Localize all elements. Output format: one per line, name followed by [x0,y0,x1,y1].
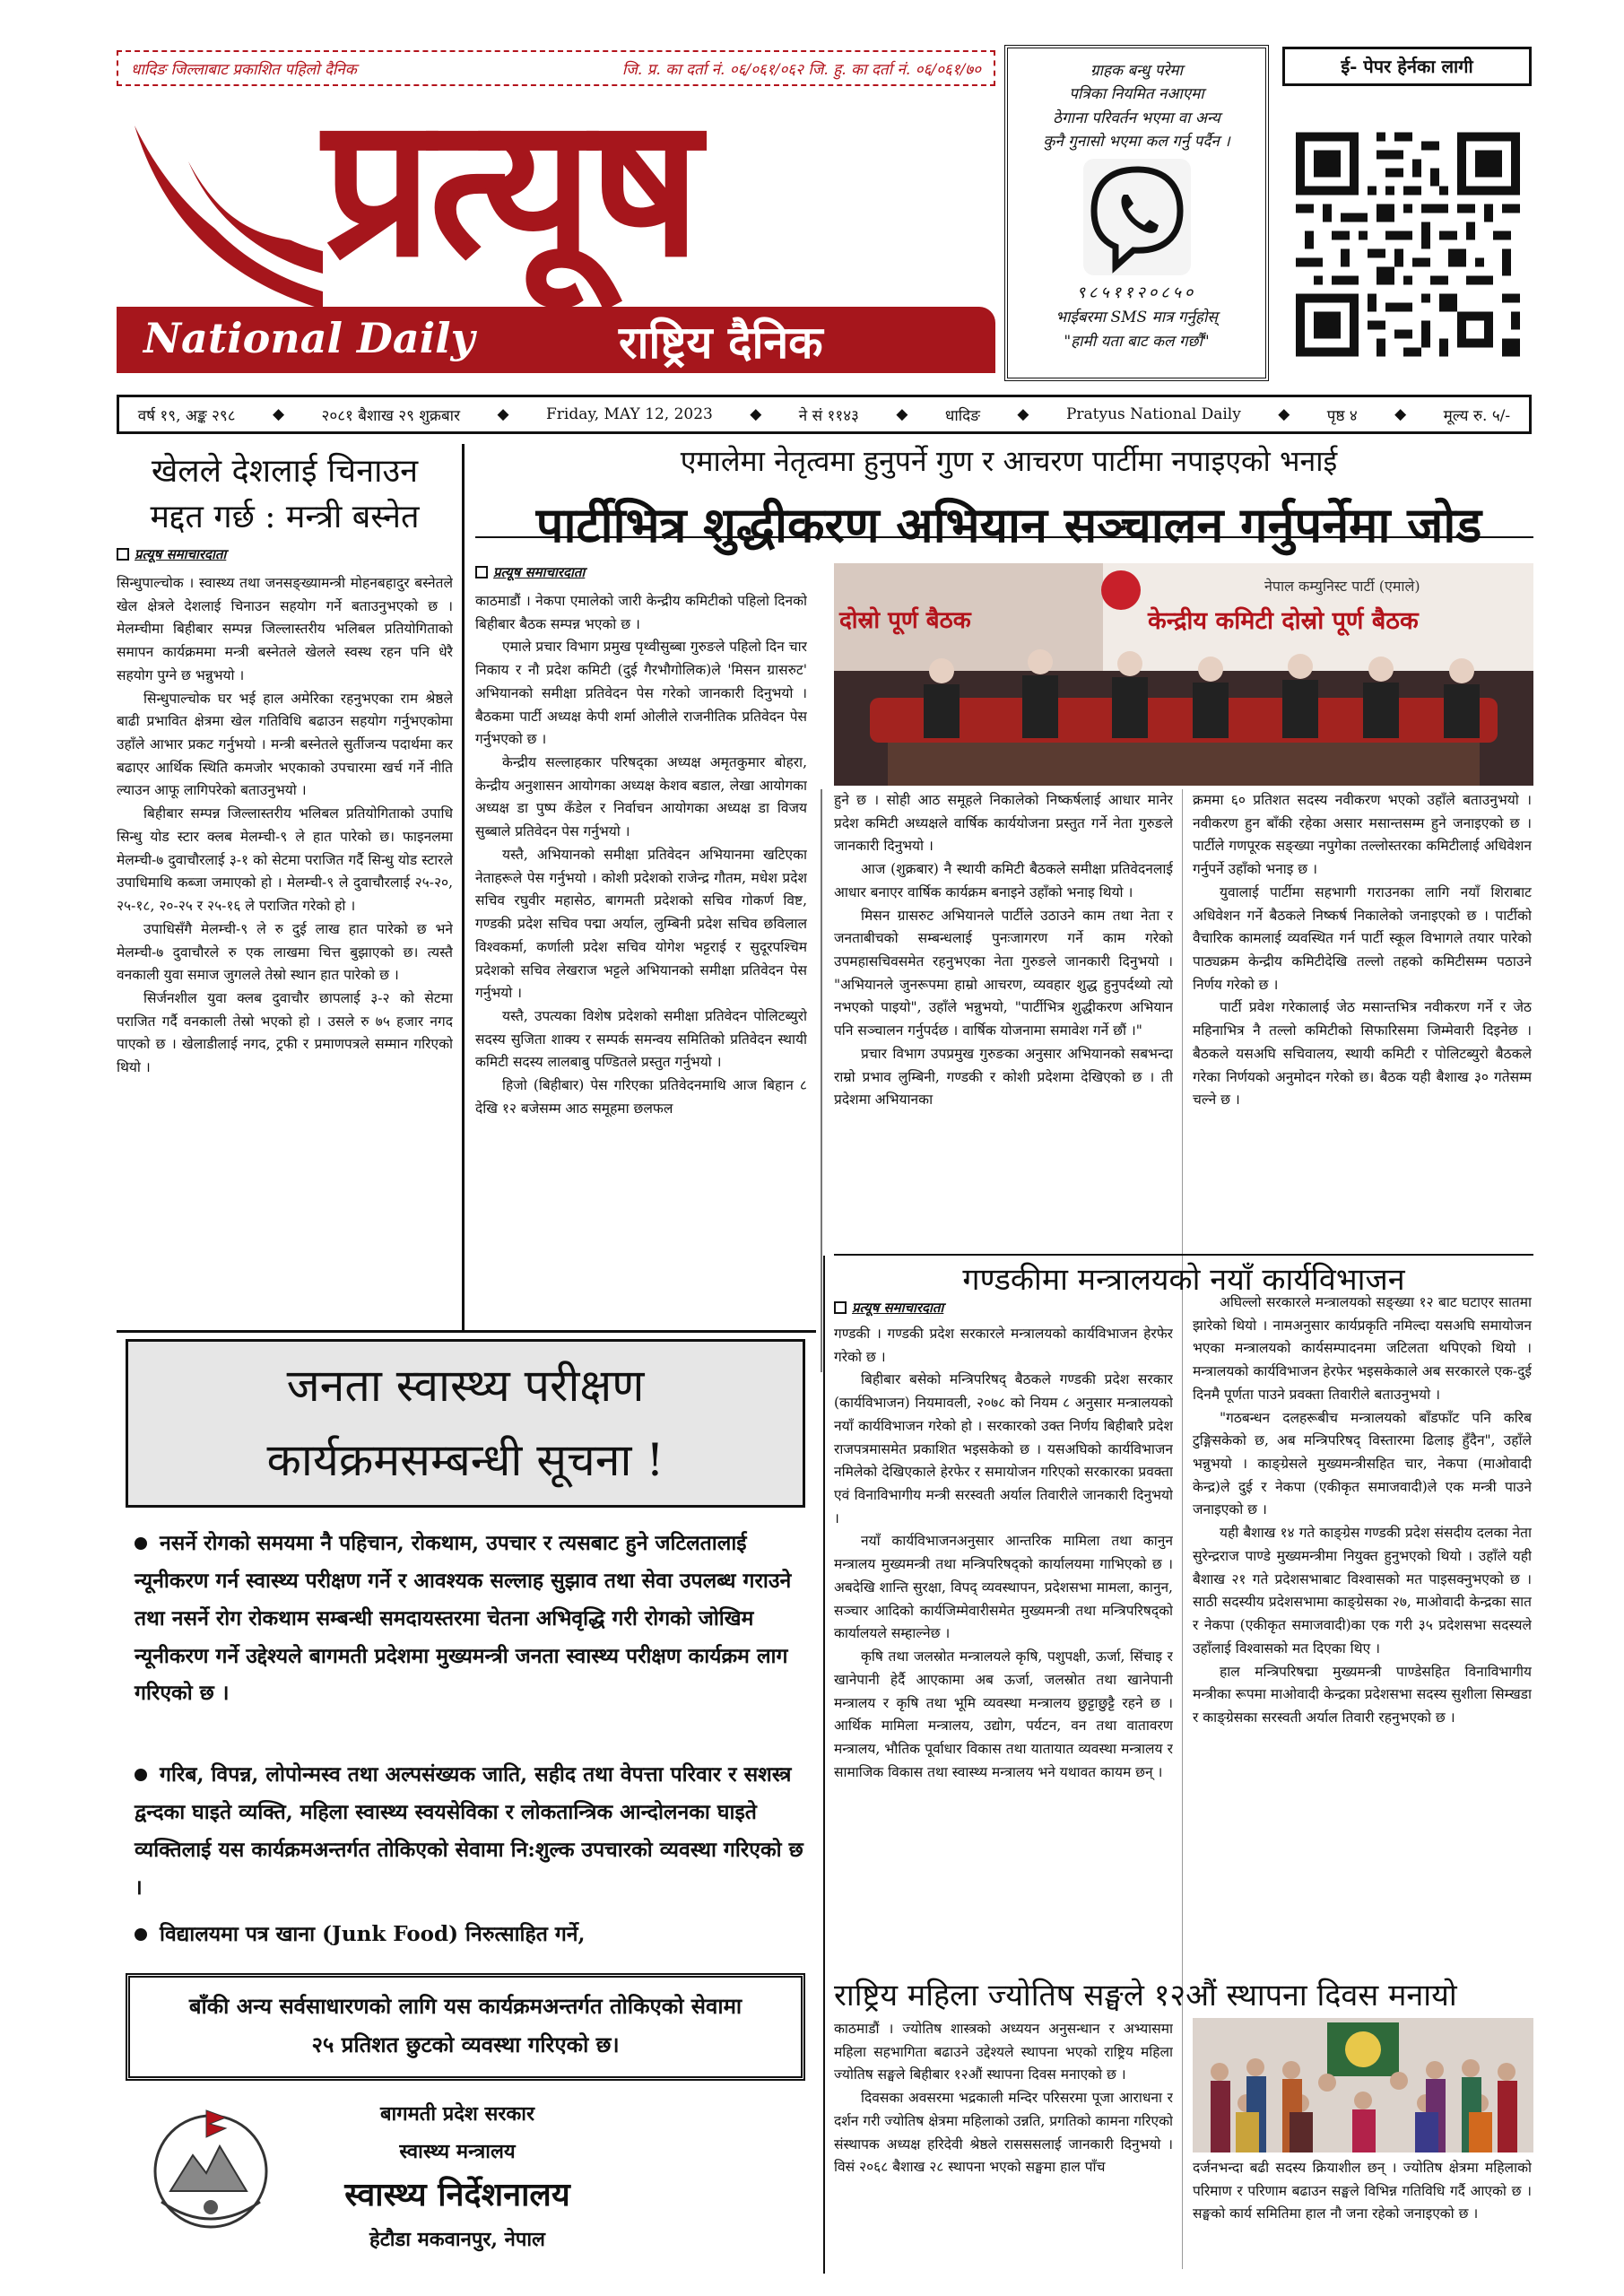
paragraph: काठमाडौं । ज्योतिष शास्त्रको अध्ययन अनुसन्धान र अभ्यासमा महिला सहभागिता बढाउने उद्देश्यले स्थापना भएको राष्ट्रिय महिला ज्योतिष सङ्घले बिहीबार १२औं स्थापना दिवस मनाएको छ । [834,2021,1173,2083]
byline [117,545,226,563]
main-headline: पार्टीभित्र शुद्धीकरण अभियान सञ्चालन गर्नुपर्नेमा जोड [535,496,1482,553]
address: हेटौडा मकवानपुर, नेपाल [369,2228,545,2251]
notice-line: पत्रिका नियमित नआएमा [1069,85,1204,104]
meeting-photo [834,563,1533,786]
paragraph: सिन्धुपाल्चोक घर भई हाल अमेरिका रहनुभएका राम श्रेष्ठले बाढी प्रभावित क्षेत्रमा खेल गतिविधि बढाउन सहयोग गर्नुभएकोमा उहाँले आभार प्रकट गर्नुभयो । मन्त्री बस्नेतले सुर्तीजन्य पदार्थमा कर बढाएर आर्थिक स्थिति कमजोर भएकाको उपचारमा खर्च गर्ने नीति ल्याउन आफू लागिपरेको बताउनुभयो । [117,690,453,799]
place: धादिङ [944,406,980,425]
column-rule [462,444,465,1332]
paragraph: काठमाडौं । नेकपा एमालेको जारी केन्द्रीय कमिटीको पहिलो दिनको बिहीबार बैठक सम्पन्न भएको छ । [475,593,807,632]
ad-bullet-item [135,1756,807,1906]
headline-line: खेलले देशलाई चिनाउन [151,453,419,490]
paragraph: हुने छ । सोही आठ समूहले निकालेको निष्कर्षलाई आधार मानेर प्रदेश कमिटी अध्यक्षले वार्षिक कार्ययोजना प्रस्तुत गर्ने नेता गुरुङले जानकारी दिनुभयो । [834,792,1173,855]
price: मूल्य रु. ५/- [1443,406,1511,425]
main-column-2 [834,789,1173,1256]
astro-column-2 [1193,2157,1532,2269]
ad-title [126,1339,805,1508]
ad-footer [126,2092,814,2272]
paragraph: प्रचार विभाग उपप्रमुख गुरुङका अनुसार अभियानको सबभन्दा राम्रो प्रभाव लुम्बिनी, गण्डकी र कोशी प्रदेशमा देखिएको छ । ती प्रदेशमा अभियानका [834,1045,1173,1109]
bullet-icon [475,566,488,578]
ad-item-text: विद्यालयमा पत्र खाना (Junk Food) निरुत्साहित गर्ने, [160,1922,586,1946]
flame-icon [117,108,332,314]
ad-bullet-item [135,1916,807,1953]
byline-text: प्रत्यूष समाचारदाता [852,1300,944,1316]
paragraph: यस्तै, अभियानको समीक्षा प्रतिवेदन अभियानमा खटिएका नेताहरूले पेस गर्नुभयो । कोशी प्रदेशको राजेन्द्र गौतम, मधेश प्रदेश सचिव रघुवीर महासेठ, बागमती प्रदेशको सचिव गोकर्ण विष्ट, गण्डकी प्रदेश सचिव पद्मा अर्याल, लुम्बिनी प्रदेश सचिव छविलाल विश्वकर्मा, कर्णाली प्रदेश सचिव योगेश भट्टराई र सुदूरपश्चिम प्रदेशको सचिव लेखराज भट्टले अभियानको समीक्षा प्रतिवेदन पेस गर्नुभयो । [475,846,807,1002]
paragraph: हाल मन्त्रिपरिषद्मा मुख्यमन्त्री पाण्डेसहित विनाविभागीय मन्त्रीका रूपमा माओवादी केन्द्रका प्रदेशसभा सदस्य सुशीला सिम्खडा र काङ्ग्रेसका सरस्वती अर्याल तिवारी रहनुभएको छ । [1193,1663,1532,1726]
qr-code-icon[interactable] [1296,126,1520,363]
page-number: पृष्ठ ४ [1326,406,1358,425]
notice-line: ठेगाना परिवर्तन भएमा वा अन्य [1053,109,1220,127]
bullet-icon [135,1928,147,1941]
main-column-1 [475,590,807,1335]
discount-line: २५ प्रतिशत छुटको व्यवस्था गरिएको छ। [311,2031,620,2058]
ministry-name: स्वास्थ्य मन्त्रालय [399,2140,516,2163]
photo-banner-right: केन्द्रीय कमिटी दोस्रो पूर्ण बैठक [1148,607,1419,635]
subscriber-notice [1004,45,1269,381]
ad-item-text: नसर्ने रोगको समयमा नै पहिचान, रोकथाम, उपचार र त्यसबाट हुने जटिलतालाई न्यूनीकरण गर्न स्वास्थ्य परीक्षण गर्ने र आवश्यक सल्लाह सुझाव तथा सेवा उपलब्ध गराउने तथा नसर्ने रोग रोकथाम सम्बन्धी समदायस्तरमा चेतना अभिवृद्धि गरी रोगको जोखिम न्यूनीकरण गर्ने उद्देश्यले बागमती प्रदेशमा मुख्यमन्त्री जनता स्वास्थ्य परीक्षण कार्यक्रम लाग गरिएको छ । [135,1531,792,1706]
paragraph: "गठबन्धन दलहरूबीच मन्त्रालयको बाँडफाँट पनि करिब टुङ्गिसकेको छ, अब मन्त्रिपरिषद् विस्तारमा ढिलाइ हुँदैन", उहाँले भन्नुभयो । काङ्ग्रेसले मुख्यमन्त्रीसहित चार, नेकपा (माओवादी केन्द्र)ले दुई र नेकपा (एकीकृत समाजवादी)ले एक मन्त्री पाउने जनाइएको छ । [1193,1409,1532,1518]
notice-line: कुनै गुनासो भएमा कल गर्नु पर्दैन । [1043,133,1230,152]
logo-english: National Daily [143,314,475,362]
ad-item-text: गरिब, विपन्न, लोपोन्मस्व तथा अल्पसंख्यक जाति, सहीद तथा वेपत्ता परिवार र सशस्त्र द्वन्दका घाइते व्यक्ति, महिला स्वास्थ्य स्वयसेविका र लोकतान्त्रिक आन्दोलनका घाइते व्यक्तिलाई यस कार्यक्रमअन्तर्गत तोकिएको सेवामा नि:शुल्क उपचारको व्यवस्था गरिएको छ । [135,1762,803,1900]
volume-issue: वर्ष १९, अङ्क २९८ [137,406,236,425]
photo-banner-left: दोस्रो पूर्ण बैठक [839,607,971,634]
viber-icon [1083,159,1191,275]
photo-banner-small: नेपाल कम्युनिस्ट पार्टी (एमाले) [1264,578,1420,595]
nepal-emblem-icon [143,2101,278,2236]
headline-line: मद्दत गर्छ : मन्त्री बस्नेत [150,499,420,536]
byline-text: प्रत्यूष समाचारदाता [493,564,586,580]
column-rule [1182,789,1183,2269]
registration-number: जि. प्र. का दर्ता नं. ०६/०६१/०६२ जि. हु. का दर्ता नं. ०६/०६१/७० [621,60,981,79]
notice-line: ग्राहक बन्धु परेमा [1090,62,1183,80]
phone-number: ९८५११२०८५० [1076,283,1197,303]
paragraph: केन्द्रीय सल्लाहकार परिषद्का अध्यक्ष अमृतकुमार बोहरा, केन्द्रीय अनुशासन आयोगका अध्यक्ष केशव बडाल, लेखा आयोगका अध्यक्ष डा पुष्प कँडेल र निर्वाचन आयोगका अध्यक्ष डा विजय सुब्बाले प्रतिवेदन पेस गर्नुभयो । [475,754,807,840]
discount-line: बाँकी अन्य सर्वसाधारणको लागि यस कार्यक्रमअन्तर्गत तोकिएको सेवामा [188,1993,743,2019]
sports-headline [117,448,453,540]
ad-bullet-item [135,1525,807,1712]
paragraph: यस्तै, उपत्यका विशेष प्रदेशको समीक्षा प्रतिवेदन पोलिटब्युरो सदस्य सुजिता शाक्य र सम्पर्क समन्वय समितिको प्रतिवेदन स्थायी कमिटी सदस्य लालबाबु पण्डितले प्रस्तुत गर्नुभयो । [475,1007,807,1071]
astro-headline: राष्ट्रिय महिला ज्योतिष सङ्घले १२औं स्थापना दिवस मनायो [834,1978,1457,2013]
paragraph: सिर्जनशील युवा क्लब दुवाचौर छापलाई ३-२ को सेटमा पराजित गर्दै वनकाली तेस्रो भएको हो । उसले रु ७५ हजार नगद पाएको छ । खेलाडीलाई नगद, ट्रफी र प्रमाणपत्रले सम्मान गरिएको थियो । [117,989,453,1076]
paragraph: मिसन ग्रासरुट अभियानले पार्टीले उठाउने काम तथा नेता र जनताबीचको सम्बन्धलाई पुनःजागरण गर्ने काम गरेको उपमहासचिवसमेत रहनुभएका नेता गुरुङले जानकारी दिनुभयो । "अभियानले जुनरूपमा हाम्रो आचरण, व्यवहार शुद्ध हुनुपर्दथ्यो त्यो नभएको पाइयो", उहाँले भन्नुभयो, "पार्टीभित्र शुद्धीकरण अभियान पनि सञ्चालन गर्नुपर्दछ । वार्षिक योजनामा समावेश गर्ने छौं ।" [834,907,1173,1039]
issue-info-bar: वर्ष १९, अङ्क २९८ ◆ २०८१ बैशाख २९ शुक्रबार ◆ Friday, MAY 12, 2023 ◆ ने सं ११४३ ◆ धादिङ ◆ Pratyus National Daily ◆ पृष्ठ ४ ◆ मूल्य रु. ५/- [117,395,1532,434]
gandaki-headline: गण्डकीमा मन्त्रालयको नयाँ कार्यविभाजन [962,1262,1405,1298]
byline [834,1299,943,1317]
call-note: "हामी यता बाट कल गर्छौं" [1064,332,1210,351]
paragraph: कृषि तथा जलस्रोत मन्त्रालयले कृषि, पशुपक्षी, ऊर्जा, सिंचाइ र खानेपानी हेर्दै आएकामा अब ऊर्जा, जलस्रोत तथा खानेपानी मन्त्रालय र कृषि तथा भूमि व्यवस्था मन्त्रालय छुट्टाछुट्टै रहने छ । आर्थिक मामिला मन्त्रालय, उद्योग, पर्यटन, वन तथा वातावरण मन्त्रालय, भौतिक पूर्वाधार विकास तथा यातायात व्यवस्था मन्त्रालय र सामाजिक विकास तथा स्वास्थ्य मन्त्रालय भने यथावत कायम छन् । [834,1648,1173,1780]
nepal-sambat: ने सं ११४३ [798,406,859,425]
logo-tagline: राष्ट्रिय दैनिक [619,316,823,369]
group-photo [1193,2018,1533,2152]
health-notice-ad [117,1335,816,2276]
epaper-label: ई- पेपर हेर्नका लागी [1282,47,1532,86]
paragraph: पार्टी प्रवेश गरेकालाई जेठ मसान्तभित्र नवीकरण गर्ने र जेठ महिनाभित्र नै तल्लो कमिटीको सिफारिसमा जिम्मेवारी दिइनेछ । बैठकले यसअघि सचिवालय, स्थायी कमिटी र पोलिटब्युरो बैठकले गरेका निर्णयको अनुमोदन गरेको छ। बैठक यही बैशाख ३० गतेसम्म चल्ने छ । [1193,999,1532,1109]
bullet-icon [135,1537,147,1550]
byline-text: प्रत्यूष समाचारदाता [135,546,227,562]
directorate-name: स्वास्थ्य निर्देशनालय [344,2176,570,2213]
paragraph: युवालाई पार्टीमा सहभागी गराउनका लागि नयाँ शिराबाट अधिवेशन गर्ने बैठकले निष्कर्ष निकालेको जनाइएको छ । पार्टीको वैचारिक कामलाई व्यवस्थित गर्न पार्टी स्कूल विभागले तयार पारेको पाठ्यक्रम केन्द्रीय कमिटीदेखि तल्लो तहको कमिटीसम्म पठाउने निर्णय गरेको छ । [1193,883,1532,993]
date-nepali: २०८१ बैशाख २९ शुक्रबार [321,406,461,425]
main-kicker: एमालेमा नेतृत्वमा हुनुपर्ने गुण र आचरण पार्टीमा नपाइएको भनाई [680,444,1338,478]
paragraph: बिहीबार बसेको मन्त्रिपरिषद् बैठकले गण्डकी प्रदेश सरकार (कार्यविभाजन) नियमावली, २०७८ को नियम ८ अनुसार मन्त्रालयको नयाँ कार्यविभाजन गरेको हो । सरकारको उक्त निर्णय बिहीबारै प्रदेश राजपत्रमासमेत प्रकाशित भइसकेको छ । यसअघिको कार्यविभाजन नमिलेको देखिएकाले हेरफेर र समायोजन गरिएको सरकारका प्रवक्ता एवं विनाविभागीय मन्त्री सरस्वती अर्याल तिवारीले जानकारी दिनुभयो । [834,1371,1173,1526]
sms-note: भाईबरमा SMS मात्र गर्नुहोस् [1055,309,1218,327]
paragraph: दर्जनभन्दा बढी सदस्य क्रियाशील छन् । ज्योतिष क्षेत्रमा महिलाको परिमाण र परिणाम बढाउन सङ्घले विभिन्न गतिविधि गर्दै आएको छ । सङ्घको कार्य समितिमा हाल नौ जना रहेको जनाइएको छ । [1193,2160,1532,2222]
paragraph: क्रममा ६० प्रतिशत सदस्य नवीकरण भएको उहाँले बताउनुभयो । नवीकरण हुन बाँकी रहेका असार मसान्तसम्म हुने जनाइएको छ । पार्टीले गणपूरक सङ्ख्या नपुगेका तल्लोस्तरका कमिटीलाई अधिवेशन गर्नुपर्ने उहाँको भनाइ छ । [1193,792,1532,878]
paragraph: बिहीबार सम्पन्न जिल्लास्तरीय भलिबल प्रतियोगिताको उपाधि सिन्धु योड स्टार क्लब मेलम्ची-९ ले हात पारेको छ। फाइनलमा मेलम्ची-७ दुवाचौरलाई ३-१ को सेटमा पराजित गर्दै सिन्धु योड स्टारले उपाधिमाथि कब्जा जमाएको हो । मेलम्ची-९ ले दुवाचौरलाई २५-२०, २५-१८, २०-२५ र २५-१६ ले पराजित गरेको हो । [117,805,453,915]
paragraph: आज (शुक्रबार) नै स्थायी कमिटी बैठकले समीक्षा प्रतिवेदनलाई आधार बनाएर वार्षिक कार्यक्रम बनाइने उहाँको भनाइ थियो । [834,861,1173,900]
paragraph: दिवसका अवसरमा भद्रकाली मन्दिर परिसरमा पूजा आराधना र दर्शन गरी ज्योतिष क्षेत्रमा महिलाको उन्नति, प्रगतिको कामना गरिएको संस्थापक अध्यक्ष हरिदेवी श्रेष्ठले रासससलाई जानकारी दिनुभयो । विसं २०६८ बैशाख २८ स्थापना भएको सङ्घमा हाल पाँच [834,2090,1173,2176]
ad-title-line: जनता स्वास्थ्य परीक्षण [286,1360,645,1412]
ad-discount-box [126,1973,805,2081]
government-name: बागमती प्रदेश सरकार [380,2102,534,2126]
paragraph: सिन्धुपाल्चोक । स्वास्थ्य तथा जनसङ्ख्यामन्त्री मोहनबहादुर बस्नेतले खेल क्षेत्रले देशलाई चिनाउन सहयोग गर्ने बताउनुभएको छ । मेलम्चीमा बिहीबार सम्पन्न जिल्लास्तरीय भलिबल प्रतियोगिताको समापन कार्यक्रममा मन्त्री बस्नेतले खेलले स्वस्थ रहन पनि धेरै सहयोग पुग्ने छ भन्नुभयो । [117,575,453,683]
tagline: धादिङ जिल्लाबाट प्रकाशित पहिलो दैनिक [131,60,357,79]
astro-column-1 [834,2018,1173,2269]
paragraph: यही बैशाख १४ गते काङ्ग्रेस गण्डकी प्रदेश संसदीय दलका नेता सुरेन्द्रराज पाण्डे मुख्यमन्त्रीमा नियुक्त हुनुभएको थियो । उहाँले यही बैशाख २१ गते प्रदेशसभाबाट विश्वासको मत पाइसक्नुभएको छ । साठी सदस्यीय प्रदेशसभामा काङ्ग्रेसका २७, माओवादी केन्द्रका सात र नेकपा (एकीकृत समाजवादी)का एक गरी ३५ प्रदेशसभा सदस्यले उहाँलाई विश्वासको मत दिएका थिए । [1193,1525,1532,1657]
gandaki-column-1 [834,1323,1173,1967]
column-rule [823,1256,825,2274]
bullet-icon [117,548,129,561]
date-english: Friday, MAY 12, 2023 [545,405,713,423]
paragraph: एमाले प्रचार विभाग प्रमुख पृथ्वीसुब्बा गुरुङले पहिलो दिन चार निकाय र नौ प्रदेश कमिटी (दुई गैरभौगोलिक)ले 'मिसन ग्रासरुट' अभियानको समीक्षा प्रतिवेदन पेस गरेको जानकारी दिनुभयो । बैठकमा पार्टी अध्यक्ष केपी शर्मा ओलीले राजनीतिक प्रतिवेदन पेस गर्नुभएको छ । [475,639,807,748]
paragraph: गण्डकी । गण्डकी प्रदेश सरकारले मन्त्रालयको कार्यविभाजन हेरफेर गरेको छ । [834,1326,1173,1365]
byline [475,563,585,581]
column-rule [821,789,822,1372]
paragraph: हिजो (बिहीबार) पेस गरिएका प्रतिवेदनमाथि आज बिहान ८ देखि १२ बजेसम्म आठ समूहमा छलफल [475,1077,807,1117]
sports-body [117,572,453,1317]
main-column-3 [1193,789,1532,1256]
masthead-logo [117,73,995,377]
bullet-icon [135,1769,147,1781]
paper-name: Pratyus National Daily [1065,405,1241,423]
logo-wordmark: प्रत्यूष [323,73,698,300]
paragraph: अघिल्लो सरकारले मन्त्रालयको सङ्ख्या १२ बाट घटाएर सातमा झारेको थियो । नामअनुसार कार्यप्रकृति नमिल्दा यसअघि समायोजन भएका मन्त्रालयको कार्यसम्पादनमा जटिलता थपिएको थियो । मन्त्रालयको कार्यविभाजन हेरफेर भइसकेकाले अब सरकारले एक-दुई दिनमै पूर्णता पाउने प्रवक्ता तिवारीले बताउनुभयो । [1193,1294,1532,1403]
paragraph: नयाँ कार्यविभाजनअनुसार आन्तरिक मामिला तथा कानुन मन्त्रालय मुख्यमन्त्री तथा मन्त्रिपरिषद्को कार्यालयमा गाभिएको छ । अबदेखि शान्ति सुरक्षा, विपद् व्यवस्थापन, प्रदेशसभा मामला, कानुन, सञ्चार आदिको कार्यजिम्मेवारीसमेत मुख्यमन्त्री तथा मन्त्रिपरिषद्को कार्यालयले सम्हाल्नेछ । [834,1533,1173,1642]
gandaki-column-2 [1193,1292,1532,1967]
paragraph: उपाधिसँगै मेलम्ची-९ ले रु दुई लाख हात पारेको छ भने मेलम्ची-७ दुवाचौरले रु एक लाखमा चित्त बुझाएको छ। त्यस्तै वनकाली युवा समाज जुगलले तेस्रो स्थान हात पारेको छ । [117,920,453,984]
ad-title-line: कार्यक्रमसम्बन्धी सूचना ! [266,1433,664,1486]
bullet-icon [834,1301,847,1314]
